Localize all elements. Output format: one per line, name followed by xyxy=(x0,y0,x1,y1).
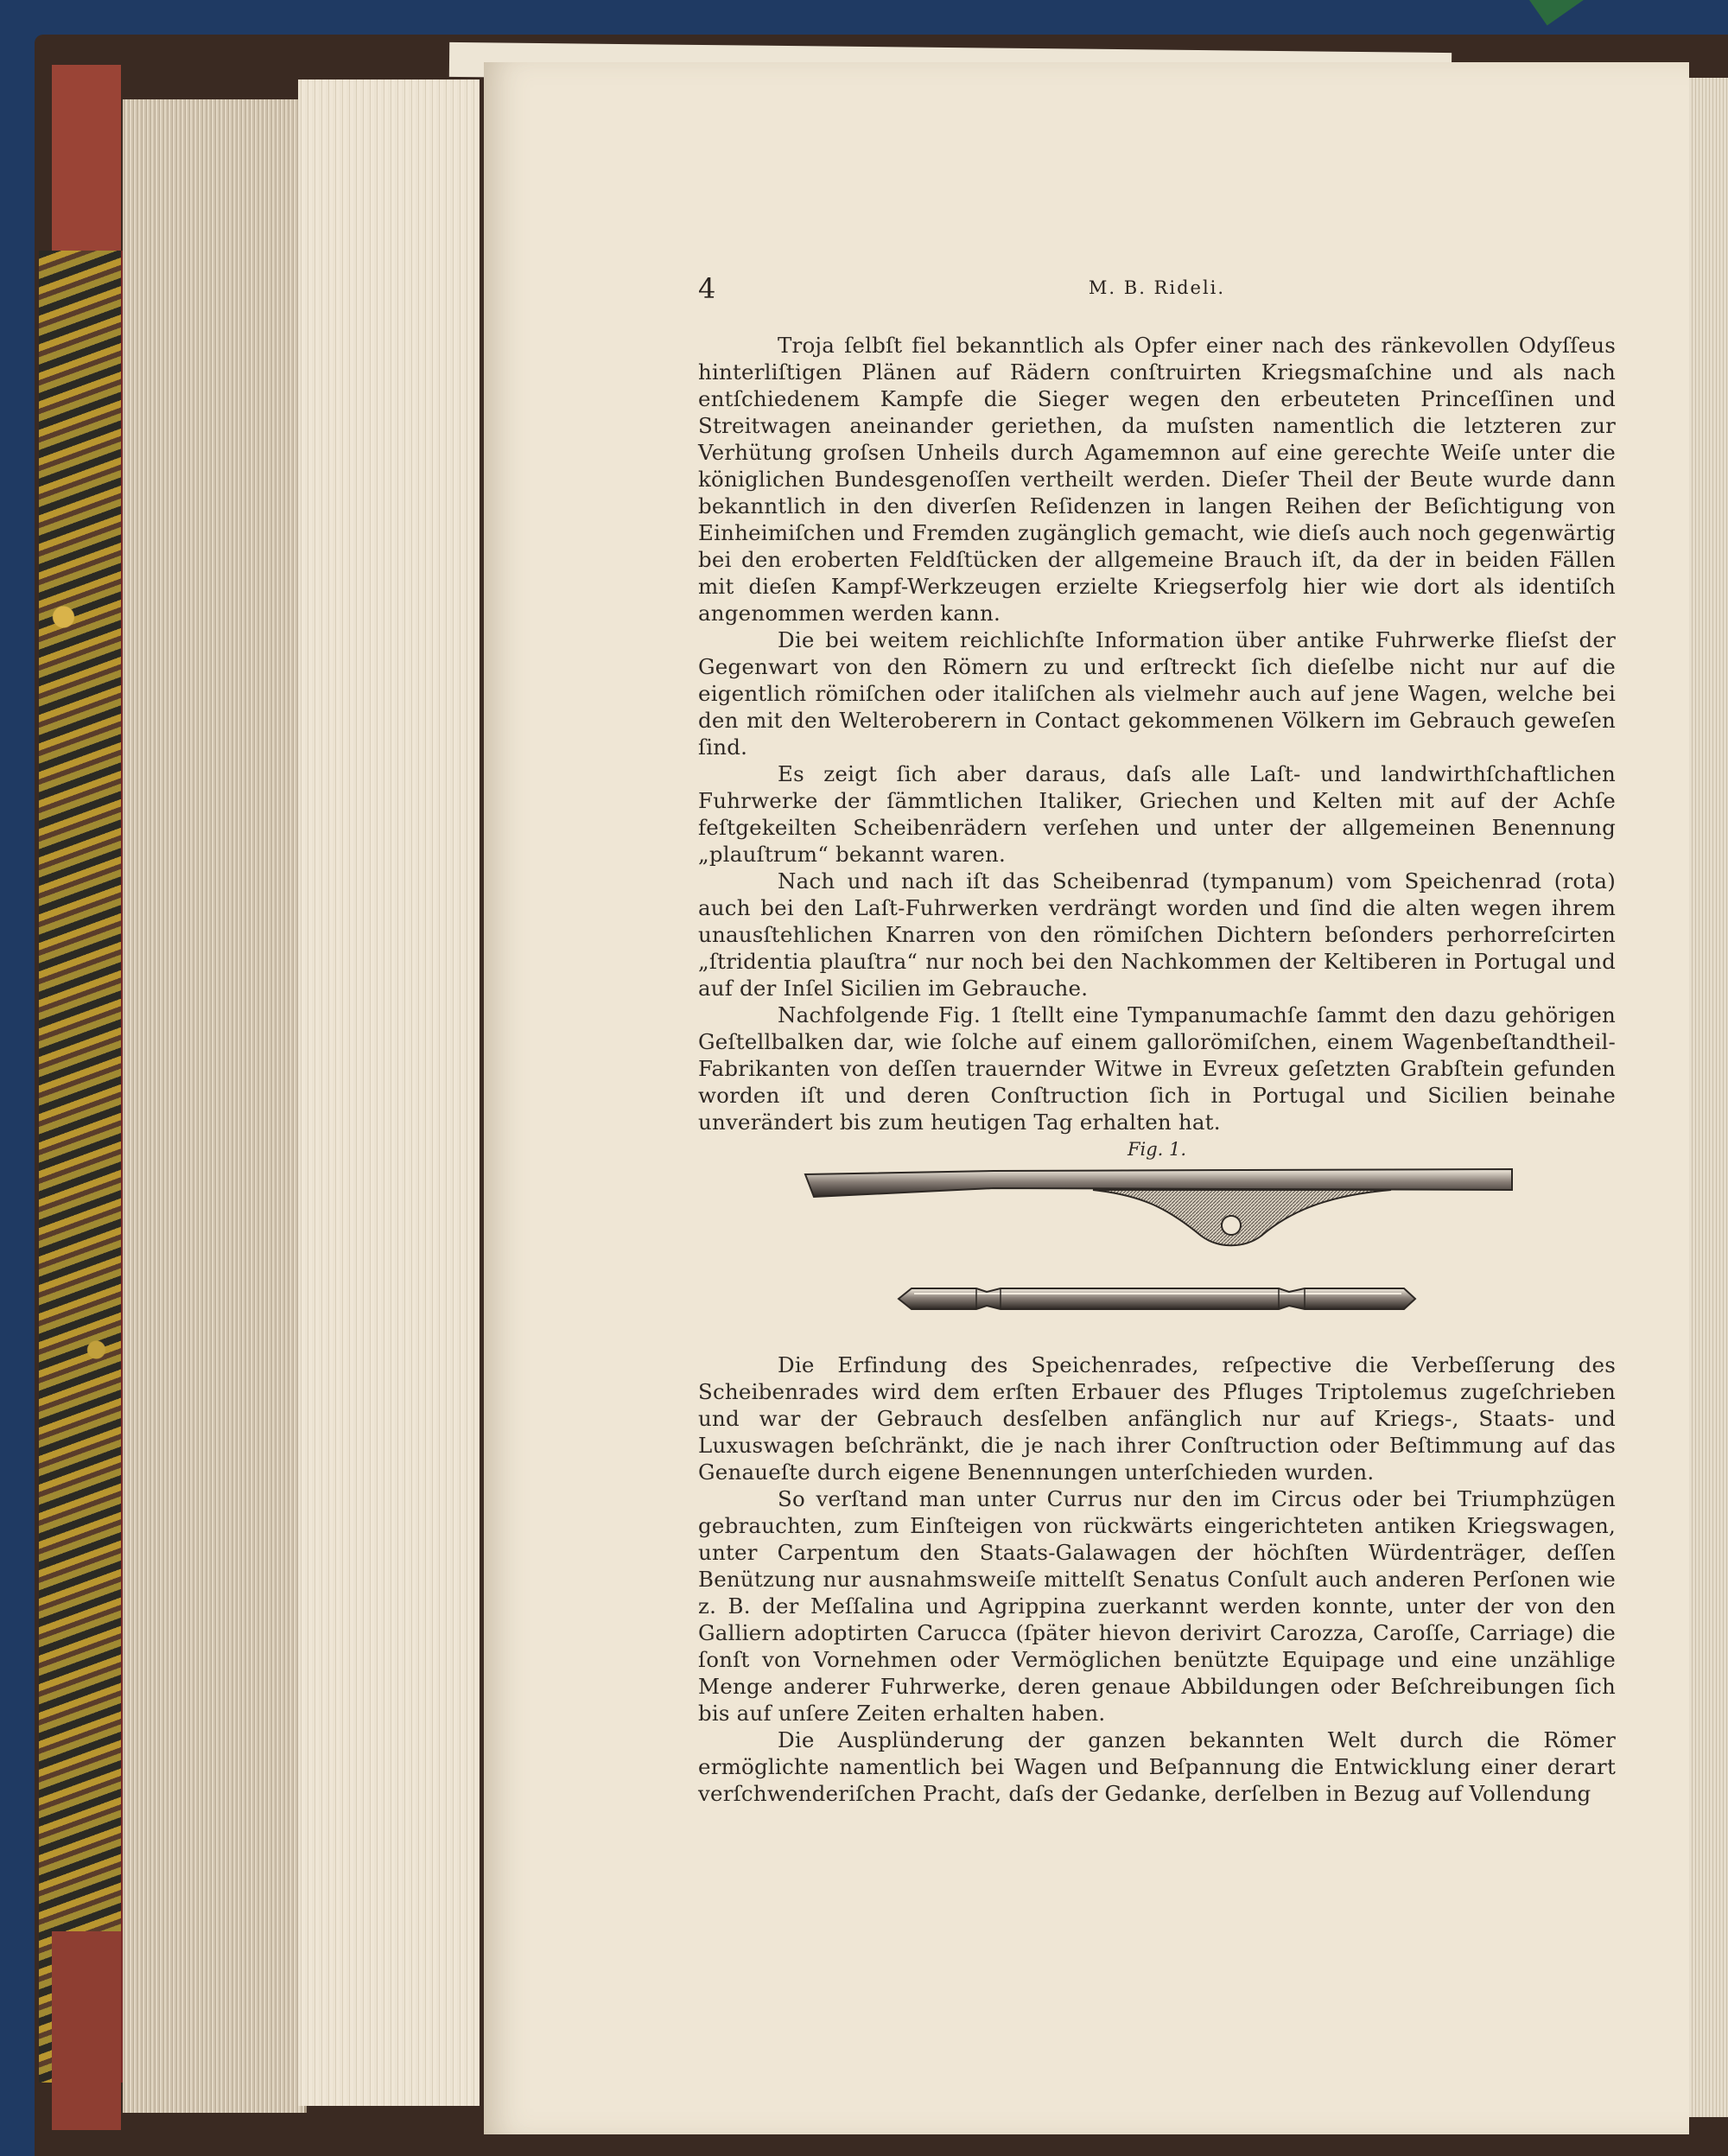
paragraph: Nachfolgende Fig. 1 ſtellt eine Tympanumachſe ſammt den dazu gehörigen Geſtellbalken dar, wie ſolche auf einem gallorömiſchen, einem Wagenbeſtandtheil-Fabrikanten von deſſen trauernder Witwe in Evreux geſetzten Grabſtein gefunden worden iſt und deren Conſtruction ſich in Portugal und Sicilien beinahe unverändert bis zum heutigen Tag erhalten hat. xyxy=(698,1002,1616,1135)
paragraph: Es zeigt ſich aber daraus, daſs alle Laſt- und landwirthſchaftlichen Fuhrwerke der ſämmtlichen Italiker, Griechen und Kelten mit auf der Achſe feſtgekeilten Scheibenrädern verſehen und unter der allgemeinen Benennung „plauſtrum“ bekannt waren. xyxy=(698,761,1616,867)
page-edges-right xyxy=(1689,78,1728,2117)
axle-rod xyxy=(899,1288,1415,1309)
marbled-endpaper xyxy=(39,251,124,2083)
text-block-bottom xyxy=(698,1351,1616,1807)
axle-engraving xyxy=(795,1162,1521,1335)
running-head: M. B. Rideli. xyxy=(1088,277,1226,298)
paragraph: Die bei weitem reichlichſte Information über antike Fuhrwerke flieſst der Gegenwart von den Römern zu und erſtreckt ſich dieſelbe nicht nur auf die eigentlich römiſchen oder italiſchen als vielmehr auch auf jene Wagen, welche bei den mit den Welteroberern in Contact gekommenen Völkern im Gebrauch geweſen ſind. xyxy=(698,627,1616,760)
paragraph: So verſtand man unter Currus nur den im Circus oder bei Triumphzügen gebrauchten, zum Einſteigen von rückwärts eingerichteten antiken Kriegswagen, unter Carpentum den Staats-Galawagen der höchſten Würdenträger, deſſen Benützung nur ausnahmsweiſe mittelſt Senatus Conſult auch anderen Perſonen wie z. B. der Meſſalina und Agrippina zuerkannt werden konnte, unter der von den Galliern adoptirten Carucca (ſpäter hievon derivirt Carozza, Caroſſe, Carriage) die ſonſt von Vornehmen oder Vermöglichen benützte Equipage und eine unzählige Menge anderer Fuhrwerke, deren genaue Abbildungen oder Beſchreibungen ſich bis auf unſere Zeiten erhalten haben. xyxy=(698,1486,1616,1726)
leather-corner-bottom xyxy=(52,1931,121,2130)
page-edges-left xyxy=(123,99,307,2113)
paragraph: Troja ſelbſt fiel bekanntlich als Opfer einer nach des ränkevollen Odyſſeus hinterliſtigen Plänen auf Rädern conſtruirten Kriegsmaſchine und als nach entſchiedenem Kampfe die Sieger wegen den erbeuteten Princeſſinen und Streitwagen aneinander geriethen, da muſsten namentlich die letzteren zur Verhütung groſsen Unheils durch Agamemnon auf eine gerechte Weiſe unter die königlichen Bundesgenoſſen vertheilt werden. Dieſer Theil der Beute wurde dann bekanntlich in den diverſen Reſidenzen in langen Reihen der Beſichtigung von Einheimiſchen und Fremden zugänglich gemacht, wie dieſs auch noch gegenwärtig bei den eroberten Feldſtücken der allgemeine Brauch iſt, da der in beiden Fällen mit dieſen Kampf-Werkzeugen erzielte Kriegserfolg hier wie dort als identiſch angenommen werden kann. xyxy=(698,333,1616,626)
page-stack xyxy=(298,79,480,2106)
paragraph: Die Erfindung des Speichenrades, reſpective die Verbeſſerung des Scheibenrades wird dem erſten Erbauer des Pfluges Triptolemus zugeſchrieben und war der Gebrauch desſelben anfänglich nur auf Kriegs-, Staats- und Luxuswagen beſchränkt, die je nach ihrer Conſtruction oder Beſtimmung auf das Genaueſte durch eigene Benennungen unterſchieden wurden. xyxy=(698,1352,1616,1485)
paragraph: Nach und nach iſt das Scheibenrad (tympanum) vom Speichenrad (rota) auch bei den Laſt-Fuhrwerken verdrängt worden und ſind die alten wegen ihrem unausſtehlichen Knarren von den römiſchen Dichtern beſonders perhorreſcirten „ſtridentia plauſtra“ nur noch bei den Nachkommen der Keltiberen in Portugal und auf der Inſel Sicilien im Gebrauche. xyxy=(698,868,1616,1001)
figure-caption: Fig. 1. xyxy=(1127,1139,1187,1160)
page-header xyxy=(698,272,1616,307)
page-number: 4 xyxy=(698,272,716,305)
paragraph: Die Ausplünderung der ganzen bekannten Welt durch die Römer ermöglichte namentlich bei Wagen und Beſpannung die Entwicklung einer derart verſchwenderiſchen Pracht, daſs der Gedanke, derſelben in Bezug auf Vollendung xyxy=(698,1727,1616,1806)
leather-corner-top xyxy=(52,65,121,259)
text-block-top xyxy=(698,332,1616,1135)
bookmark-ribbon xyxy=(1529,0,1625,25)
axle-beam xyxy=(805,1169,1512,1245)
